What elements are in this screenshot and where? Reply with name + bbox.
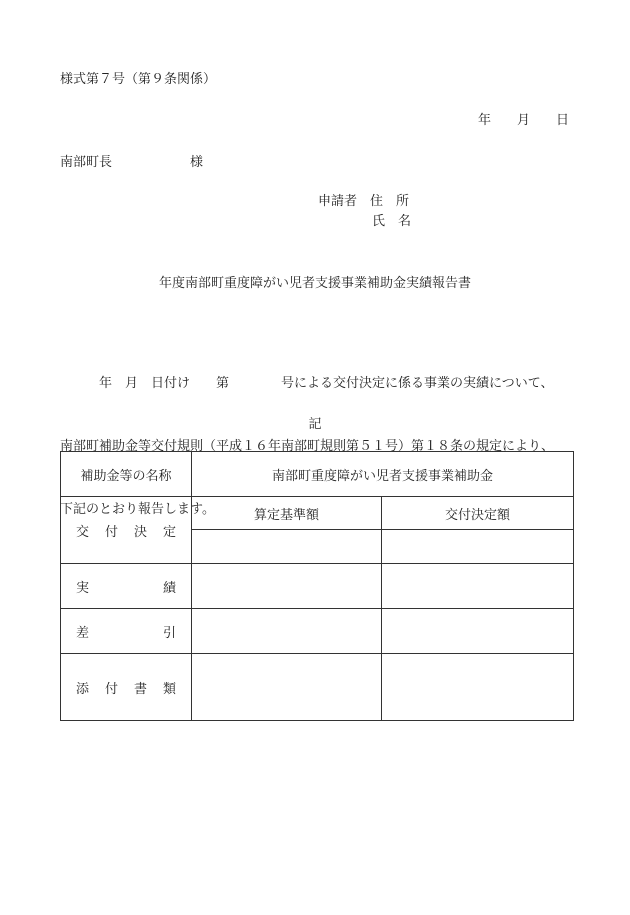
sashihiki-col1 (192, 609, 382, 654)
tenpu-shorui-label (61, 654, 192, 721)
sashihiki-col2 (382, 609, 574, 654)
table-row-kofu-header (61, 497, 574, 530)
jisseki-char-2: 績 (162, 580, 176, 596)
sashihiki-char-2: 引 (162, 625, 176, 641)
jisseki-col1 (192, 564, 382, 609)
body-line-2: 南部町補助金等交付規則（平成１６年南部町規則第５１号）第１８条の規定により、 (60, 439, 555, 454)
jisseki-label (61, 564, 192, 609)
sashihiki-label (61, 609, 192, 654)
report-table (60, 451, 574, 721)
applicant-name-label: 氏 名 (372, 214, 412, 229)
table-row-name (61, 452, 574, 497)
kofu-char-1: 交 (76, 524, 90, 540)
tenpu-char-2: 付 (104, 681, 118, 697)
tenpu-col1 (192, 654, 382, 721)
table-row-jisseki (61, 564, 574, 609)
date-line: 年 月 日 (478, 113, 570, 128)
tenpu-col2 (382, 654, 574, 721)
jisseki-col2 (382, 564, 574, 609)
kofu-kettei-label (61, 497, 192, 564)
table-row-tenpu (61, 654, 574, 721)
applicant-address-label: 申請者 住 所 (318, 194, 410, 209)
body-line-1: 年 月 日付け 第 号による交付決定に係る事業の実績について、 (60, 376, 554, 391)
santei-kijungaku-value (192, 530, 382, 564)
jisseki-char-1: 実 (76, 580, 90, 596)
santei-kijungaku-header: 算定基準額 (192, 497, 382, 530)
tenpu-char-1: 添 (76, 681, 90, 697)
kofu-char-4: 定 (162, 524, 176, 540)
kofu-ketteigaku-header: 交付決定額 (382, 497, 574, 530)
document-title: 年度南部町重度障がい児者支援事業補助金実績報告書 (158, 276, 471, 291)
tenpu-char-3: 書 (133, 681, 147, 697)
subsidy-name-value: 南部町重度障がい児者支援事業補助金 (192, 452, 574, 497)
kofu-char-3: 決 (133, 524, 147, 540)
table-row-sashihiki (61, 609, 574, 654)
ki-heading: 記 (308, 417, 322, 432)
addressee: 南部町長 様 (60, 155, 204, 170)
body-line-3: 下記のとおり報告します。 (60, 502, 215, 517)
kofu-ketteigaku-value (382, 530, 574, 564)
form-number: 様式第７号（第９条関係） (60, 72, 217, 87)
kofu-char-2: 付 (104, 524, 118, 540)
subsidy-name-label: 補助金等の名称 (61, 452, 192, 497)
tenpu-char-4: 類 (162, 681, 176, 697)
sashihiki-char-1: 差 (76, 625, 90, 641)
